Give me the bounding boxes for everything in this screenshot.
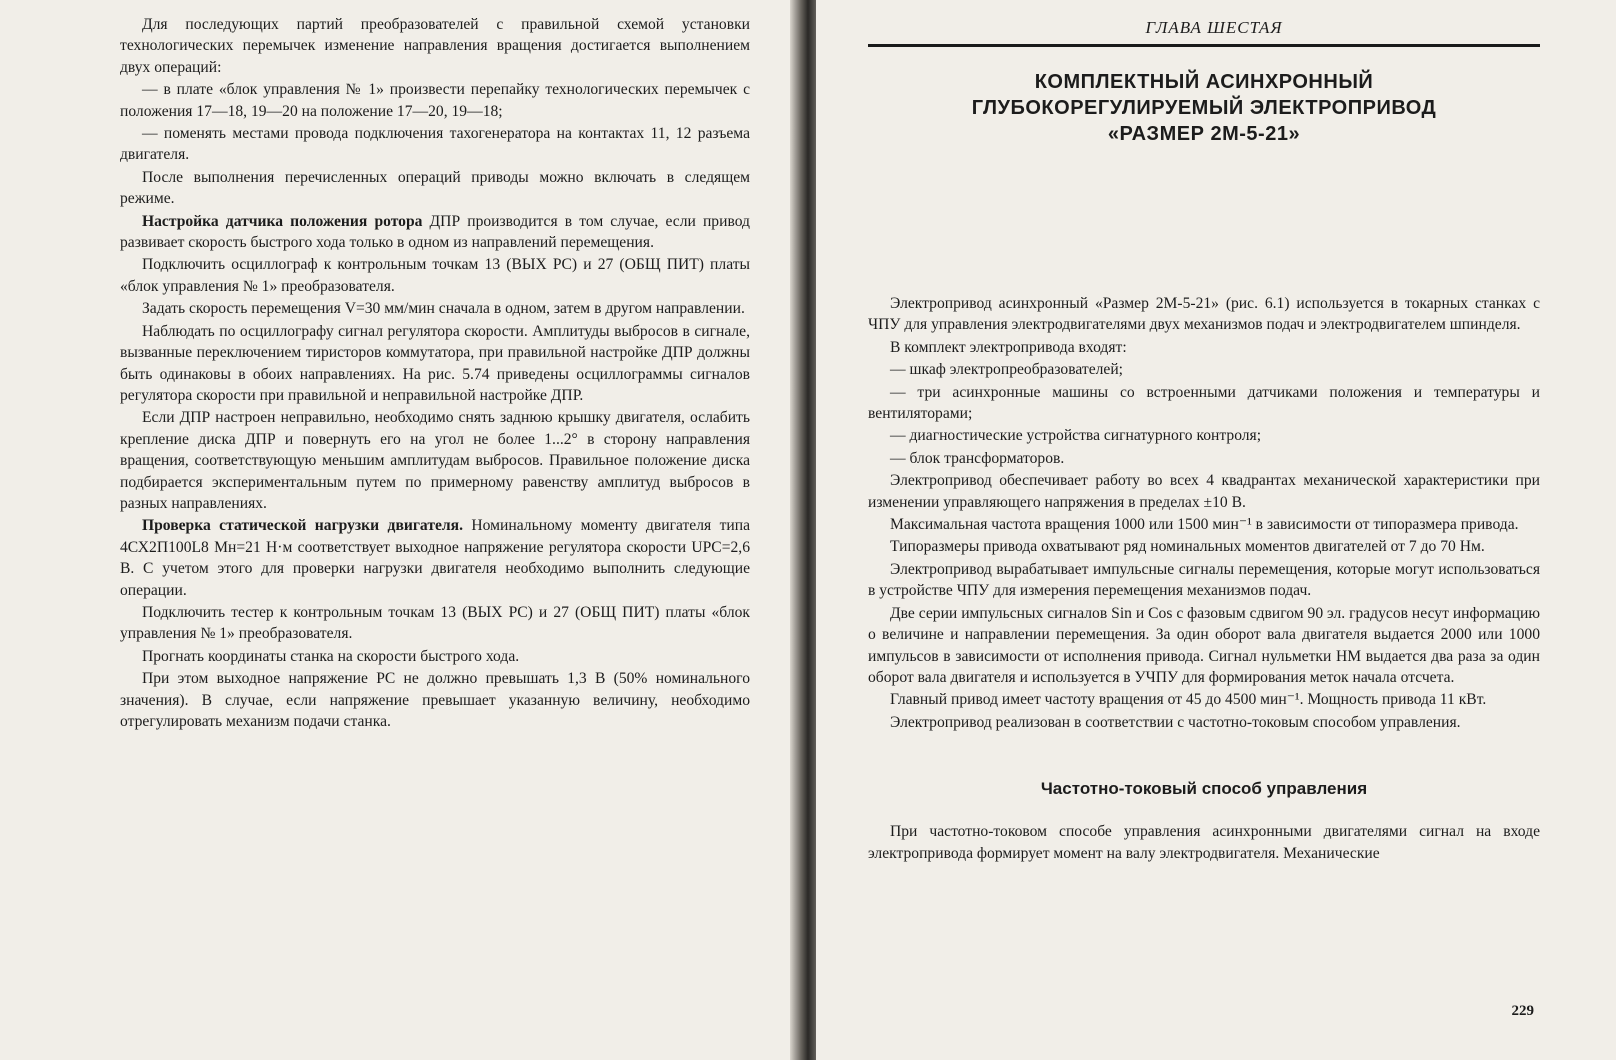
paragraph: Электропривод вырабатывает импульсные сигналы перемещения, которые могут использоваться в устройстве ЧПУ для измерения перемещения механизмов подач. <box>868 560 1540 600</box>
paragraph: Максимальная частота вращения 1000 или 1500 мин⁻¹ в зависимости от типоразмера привода. <box>890 516 1519 534</box>
paragraph <box>120 321 750 407</box>
paragraph <box>120 407 750 514</box>
paragraph-text: Прогнать координаты станка на скорости быстрого хода. <box>142 647 520 665</box>
paragraph <box>120 668 750 732</box>
header-rule <box>868 44 1540 47</box>
paragraph: Две серии импульсных сигналов Sin и Cos с фазовым сдвигом 90 эл. градусов несут информацию о величине и направлении перемещения. За один оборот вала двигателя выдается 2000 или 1000 импульсов в зависимости от исполнения привода. Сигнал нульметки НМ выдается два раза за один оборот вала двигателя и используется в УЧПУ для формирования меток начала отсчета. <box>868 604 1540 686</box>
right-page <box>816 0 1616 1060</box>
left-page-text <box>120 14 750 732</box>
paragraph <box>120 515 750 601</box>
paragraph: Главный привод имеет частоту вращения от 45 до 4500 мин⁻¹. Мощность привода 11 кВт. <box>890 691 1487 709</box>
paragraph-text: Если ДПР настроен неправильно, необходимо снять заднюю крышку двигателя, ослабить крепление диска ДПР и повернуть его на угол не более 1...2° в сторону направления вращения, соответствующую меньшим амплитудам выбросов. Правильное положение диска подбирается экспериментальным путем по примерному равенству амплитуд выбросов в разных направлениях. <box>120 409 750 512</box>
section-title: Частотно-токовый способ управления <box>1040 779 1368 799</box>
running-header: ГЛАВА ШЕСТАЯ <box>1145 18 1283 37</box>
paragraph-text: — поменять местами провода подключения тахогенератора на контактах 11, 12 разъема двигателя. <box>120 125 750 164</box>
page-number: 229 <box>1511 1003 1534 1019</box>
chapter-title <box>868 69 1540 147</box>
chapter-title-line: ГЛУБОКОРЕГУЛИРУЕМЫЙ ЭЛЕКТРОПРИВОД <box>971 97 1437 119</box>
chapter-title-line: «РАЗМЕР 2М-5-21» <box>1107 123 1301 145</box>
paragraph-text: Подключить осциллограф к контрольным точкам 13 (ВЫХ PC) и 27 (ОБЩ ПИТ) платы «блок управления № 1» преобразователя. <box>120 256 750 295</box>
paragraph-text: При этом выходное напряжение PC не должно превышать 1,3 В (50% номинального значения). В случае, если напряжение превышает указанную величину, необходимо отрегулировать механизм подачи станка. <box>120 670 750 730</box>
paragraph: — три асинхронные машины со встроенными датчиками положения и температуры и вентиляторами; <box>868 383 1540 423</box>
paragraph <box>120 602 750 645</box>
paragraph: Электропривод обеспечивает работу во всех 4 квадрантах механической характеристики при изменении управляющего напряжения в пределах ±10 В. <box>868 472 1540 511</box>
chapter-title-line: КОМПЛЕКТНЫЙ АСИНХРОННЫЙ <box>1034 71 1374 93</box>
paragraph: В комплект электропривода входят: <box>890 338 1127 356</box>
paragraph <box>120 646 750 667</box>
left-page <box>0 0 800 1060</box>
paragraph: — шкаф электропреобразователей; <box>890 361 1124 379</box>
paragraph-text: Номинальному моменту двигателя типа 4СХ2П100L8 Мн=21 Н·м соответствует выходное напряжение регулятора скорости UPC=2,6 В. С учетом этого для проверки нагрузки двигателя необходимо выполнить следующие операции. <box>120 517 751 599</box>
paragraph-text: Задать скорость перемещения V=30 мм/мин сначала в одном, затем в другом направлении. <box>142 300 745 318</box>
paragraph <box>120 211 750 254</box>
paragraph-text: ДПР производится в том случае, если привод развивает скорость быстрого хода только в одном из направлений перемещения. <box>120 212 750 252</box>
paragraph <box>120 298 750 319</box>
paragraph-text: После выполнения перечисленных операций приводы можно включать в следящем режиме. <box>120 168 750 208</box>
paragraph <box>120 123 750 166</box>
paragraph-text: Для последующих партий преобразователей с правильной схемой установки технологических перемычек изменение направления вращения достигается выполнением двух операций: <box>120 16 750 76</box>
bold-lead: Проверка статической нагрузки двигателя. <box>142 517 463 535</box>
paragraph: Электропривод асинхронный «Размер 2М-5-21» (рис. 6.1) используется в токарных станках с ЧПУ для управления электродвигателями двух механизмов подач и электродвигателем шпинделя. <box>868 295 1540 334</box>
paragraph: Типоразмеры привода охватывают ряд номинальных моментов двигателей от 7 до 70 Нм. <box>890 538 1485 556</box>
paragraph: — блок трансформаторов. <box>890 449 1065 467</box>
paragraph <box>120 167 750 210</box>
paragraph <box>120 254 750 297</box>
bold-lead: Настройка датчика положения ротора <box>142 212 423 230</box>
paragraph: — диагностические устройства сигнатурного контроля; <box>890 427 1262 445</box>
paragraph <box>120 14 750 78</box>
paragraph-text: Наблюдать по осциллографу сигнал регулятора скорости. Амплитуды выбросов в сигнале, вызванные переключением тиристоров коммутатора, при правильной настройке ДПР должны быть одинаковы в обоих направлениях. На рис. 5.74 приведены осциллограммы сигналов регулятора скорости при правильной и неправильной настройке ДПР. <box>120 322 750 404</box>
paragraph <box>120 79 750 122</box>
paragraph-text: — в плате «блок управления № 1» произвести перепайку технологических перемычек с положения 17—18, 19—20 на положение 17—20, 19—18; <box>120 81 750 120</box>
paragraph: Электропривод реализован в соответствии с частотно-токовым способом управления. <box>890 713 1461 731</box>
section-paragraph: При частотно-токовом способе управления асинхронными двигателями сигнал на входе электропривода формирует момент на валу электродвигателя. Механические <box>868 823 1540 862</box>
paragraph-text: Подключить тестер к контрольным точкам 13 (ВЫХ PC) и 27 (ОБЩ ПИТ) платы «блок управления № 1» преобразователя. <box>120 603 750 643</box>
right-page-text <box>868 293 1540 733</box>
